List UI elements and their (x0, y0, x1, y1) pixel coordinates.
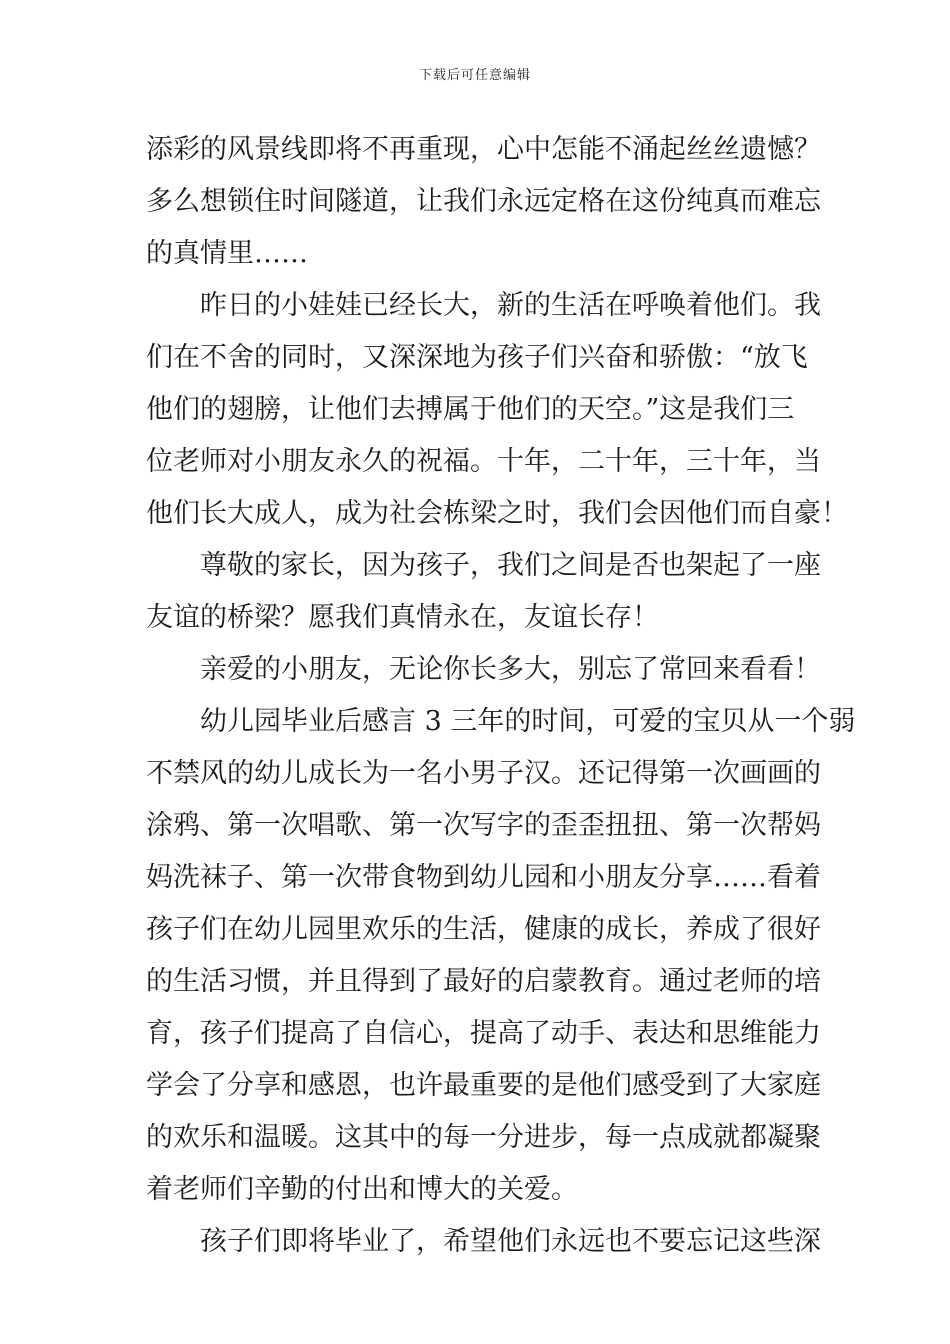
text-line: 妈洗袜子、第一次带食物到幼儿园和小朋友分享……看着 (146, 862, 821, 893)
paragraph-start-line: 亲爱的小朋友，无论你长多大，别忘了常回来看看！ (200, 654, 821, 685)
text-line: 学会了分享和感恩，也许最重要的是他们感受到了大家庭 (146, 1070, 821, 1101)
text-line: 他们的翅膀，让他们去搏属于他们的天空。”这是我们三 (146, 394, 795, 425)
text-line: 们在不舍的同时，又深深地为孩子们兴奋和骄傲：“放飞 (146, 342, 808, 373)
text-line: 育，孩子们提高了自信心，提高了动手、表达和思维能力 (146, 1018, 821, 1049)
text-line: 位老师对小朋友永久的祝福。十年，二十年，三十年，当 (146, 446, 821, 477)
text-line: 的欢乐和温暖。这其中的每一分进步，每一点成就都凝聚 (146, 1122, 821, 1153)
paragraph-start-line: 幼儿园毕业后感言 3 三年的时间，可爱的宝贝从一个弱 (200, 706, 856, 737)
paragraph-start-line: 昨日的小娃娃已经长大，新的生活在呼唤着他们。我 (200, 290, 821, 321)
text-line: 涂鸦、第一次唱歌、第一次写字的歪歪扭扭、第一次帮妈 (146, 810, 821, 841)
text-line: 不禁风的幼儿成长为一名小男子汉。还记得第一次画画的 (146, 758, 821, 789)
text-line: 他们长大成人，成为社会栋梁之时，我们会因他们而自豪！ (146, 498, 848, 529)
text-line: 的生活习惯，并且得到了最好的启蒙教育。通过老师的培 (146, 966, 821, 997)
text-line: 友谊的桥梁？愿我们真情永在，友谊长存！ (146, 602, 659, 633)
text-line: 着老师们辛勤的付出和博大的关爱。 (146, 1174, 578, 1205)
text-line: 多么想锁住时间隧道，让我们永远定格在这份纯真而难忘 (146, 186, 821, 217)
document-body (146, 124, 856, 1268)
page-header-note: 下载后可任意编辑 (418, 68, 531, 83)
text-line: 孩子们在幼儿园里欢乐的生活，健康的成长，养成了很好 (146, 914, 821, 945)
text-line: 添彩的风景线即将不再重现，心中怎能不涌起丝丝遗憾？ (146, 134, 821, 165)
paragraph-start-line: 孩子们即将毕业了，希望他们永远也不要忘记这些深 (200, 1226, 821, 1257)
paragraph-start-line: 尊敬的家长，因为孩子，我们之间是否也架起了一座 (200, 550, 821, 581)
text-line: 的真情里…… (146, 238, 308, 269)
